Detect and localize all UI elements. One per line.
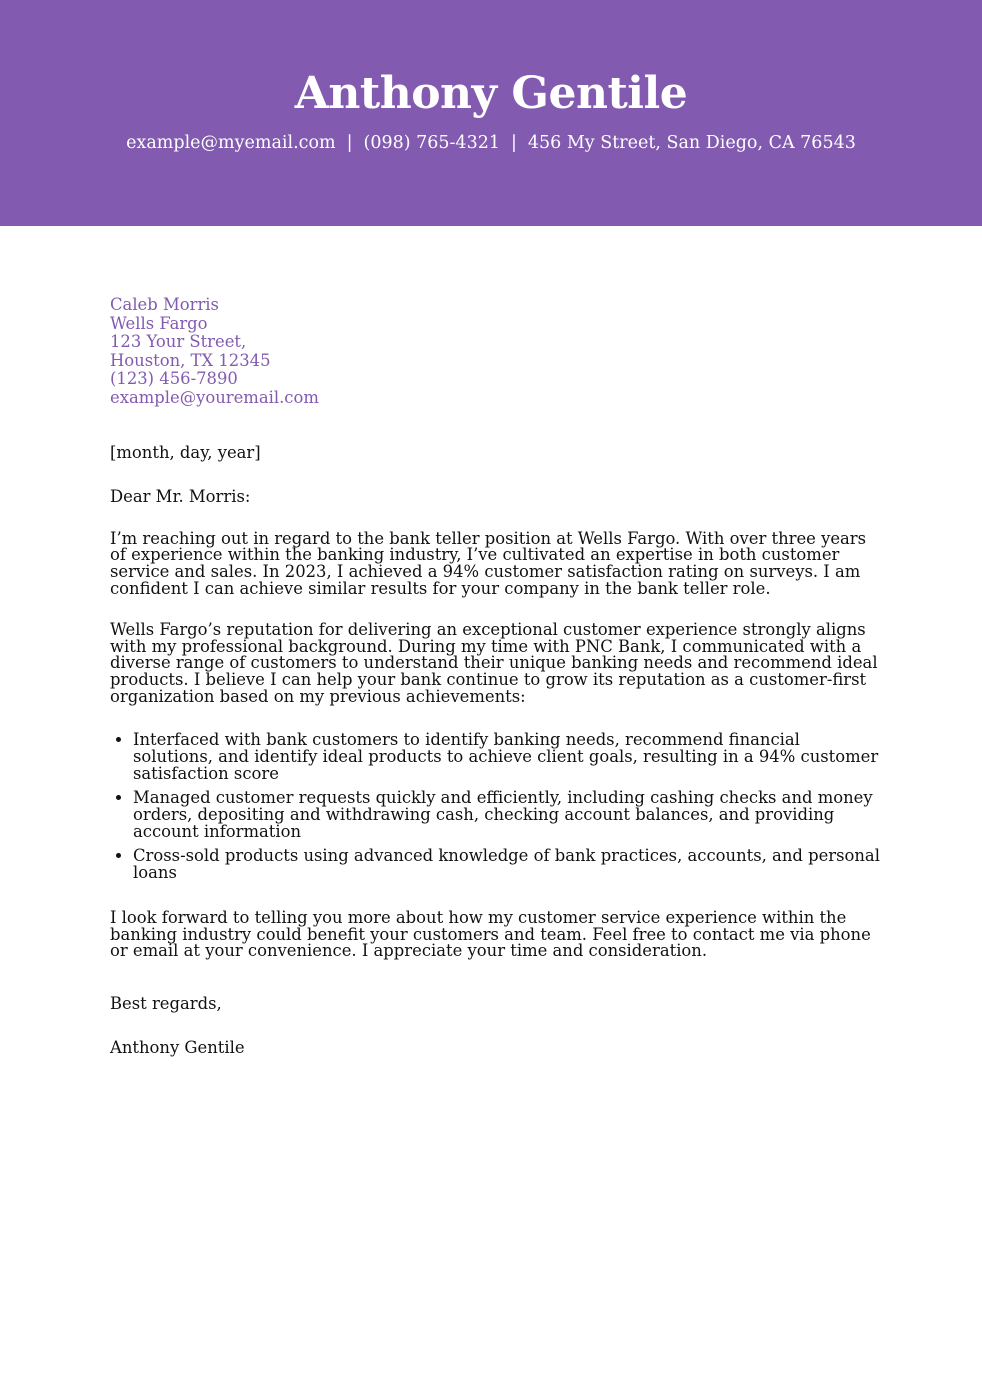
- letter-body: [110, 296, 880, 1058]
- sender-name: Anthony Gentile: [294, 68, 688, 119]
- list-item: • Interfaced with bank customers to identify banking needs, recommend financial solutions, and identify ideal products to achieve client goals, resulting in a 94% customer satisfaction score: [133, 731, 880, 782]
- sender-contact-line: [0, 131, 982, 155]
- background-paragraph: Wells Fargo’s reputation for delivering an exceptional customer experience strongly aligns with my professional background. During my time with PNC Bank, I communicated with a diverse range of customers to understand their unique banking needs and recommend ideal products. I believe I can help your bank continue to grow its reputation as a customer-first organization based on my previous achievements:: [110, 619, 878, 706]
- letter-date: [month, day, year]: [110, 442, 261, 462]
- list-item: • Managed customer requests quickly and efficiently, including cashing checks and money orders, depositing and withdrawing cash, checking account balances, and providing account information: [133, 789, 880, 840]
- recipient-name: Caleb Morris: [110, 295, 219, 314]
- sender-phone: (098) 765-4321: [363, 133, 500, 153]
- sender-email: example@myemail.com: [126, 133, 336, 153]
- signature-name: Anthony Gentile: [110, 1038, 245, 1058]
- list-item: • Cross-sold products using advanced knowledge of bank practices, accounts, and personal loans: [133, 847, 880, 881]
- letter-header: [0, 0, 982, 226]
- closing-paragraph: I look forward to telling you more about how my customer service experience within the banking industry could benefit your customers and team. Feel free to contact me via phone or email at your convenience. I appreciate your time and consideration.: [110, 907, 871, 961]
- achievements-list: [110, 731, 880, 881]
- recipient-company: Wells Fargo: [110, 313, 208, 333]
- sender-address: 456 My Street, San Diego, CA 76543: [527, 133, 856, 153]
- contact-separator: |: [346, 133, 353, 153]
- closing-phrase: Best regards,: [110, 994, 222, 1014]
- salutation: Dear Mr. Morris:: [110, 486, 251, 506]
- opening-paragraph: I’m reaching out in regard to the bank teller position at Wells Fargo. With over three years of experience within the banking industry, I’ve cultivated an expertise in both customer service and sales. In 2023, I achieved a 94% customer satisfaction rating on surveys. I am confident I can achieve similar results for your company in the bank teller role.: [110, 528, 867, 598]
- contact-separator: |: [510, 133, 517, 153]
- recipient-email: example@youremail.com: [110, 387, 319, 407]
- recipient-city: Houston, TX 12345: [110, 350, 271, 370]
- recipient-block: [110, 296, 880, 408]
- recipient-street: 123 Your Street,: [110, 332, 247, 352]
- recipient-phone: (123) 456-7890: [110, 369, 238, 389]
